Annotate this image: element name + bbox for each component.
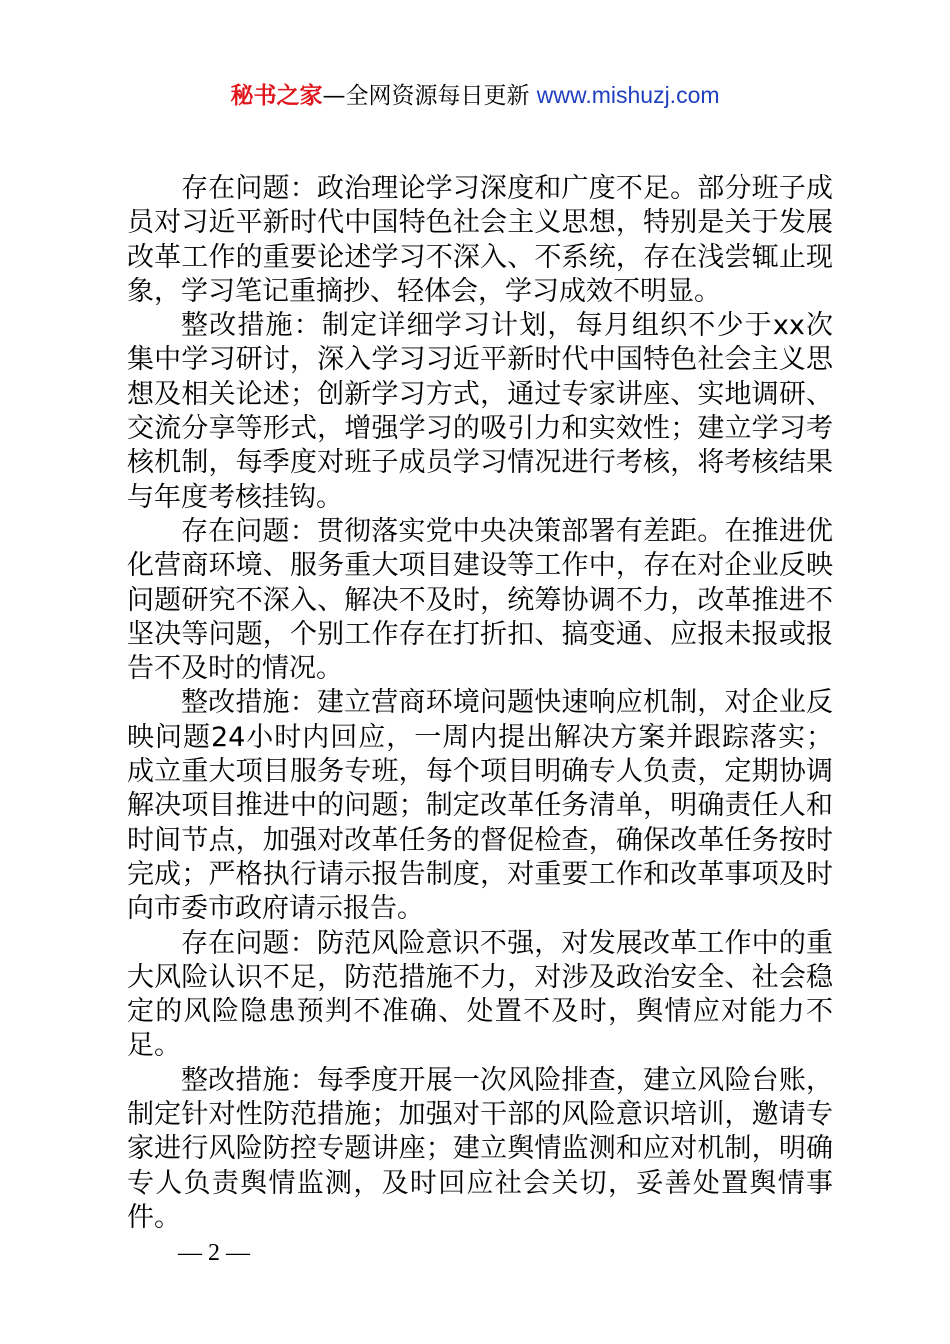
paragraph-problem-theory-study: 存在问题：政治理论学习深度和广度不足。部分班子成员对习近平新时代中国特色社会主义思想，特别是关于发展改革工作的重要论述学习不深入、不系统，存在浅尝辄止现象，学习笔记重摘抄、轻体会，学习成效不明显。 (127, 173, 833, 307)
paragraph-measure-policy-implementation: 整改措施：建立营商环境问题快速响应机制，对企业反映问题24小时内回应，一周内提出解决方案并跟踪落实；成立重大项目服务专班，每个项目明确专人负责，定期协调解决项目推进中的问题；制定改革任务清单，明确责任人和时间节点，加强对改革任务的督促检查，确保改革任务按时完成；严格执行请示报告制度，对重要工作和改革事项及时向市委市政府请示报告。 (127, 687, 833, 925)
site-url[interactable]: www.mishuzj.com (536, 82, 720, 108)
paragraph-problem-risk-awareness: 存在问题：防范风险意识不强，对发展改革工作中的重大风险认识不足，防范措施不力，对涉及政治安全、社会稳定的风险隐患预判不准确、处置不及时，舆情应对能力不足。 (127, 927, 833, 1062)
document-body (127, 172, 833, 1235)
paragraph-measure-risk-awareness: 整改措施：每季度开展一次风险排查，建立风险台账，制定针对性防范措施；加强对干部的风险意识培训，邀请专家进行风险防控专题讲座；建立舆情监测和应对机制，明确专人负责舆情监测，及时回应社会关切，妥善处置舆情事件。 (127, 1064, 833, 1233)
page-number: — 2 — (178, 1240, 250, 1266)
paragraph-measure-theory-study: 整改措施：制定详细学习计划，每月组织不少于xx次集中学习研讨，深入学习习近平新时代中国特色社会主义思想及相关论述；创新学习方式，通过专家讲座、实地调研、交流分享等形式，增强学习的吸引力和实效性；建立学习考核机制，每季度对班子成员学习情况进行考核，将考核结果与年度考核挂钩。 (127, 310, 833, 513)
site-header (0, 80, 950, 111)
site-tagline: —全网资源每日更新 (322, 83, 537, 109)
site-brand: 秘书之家 (230, 83, 323, 109)
paragraph-problem-policy-implementation: 存在问题：贯彻落实党中央决策部署有差距。在推进优化营商环境、服务重大项目建设等工作中，存在对企业反映问题研究不深入、解决不及时，统筹协调不力，改革推进不坚决等问题，个别工作存在打折扣、搞变通、应报未报或报告不及时的情况。 (127, 515, 833, 685)
